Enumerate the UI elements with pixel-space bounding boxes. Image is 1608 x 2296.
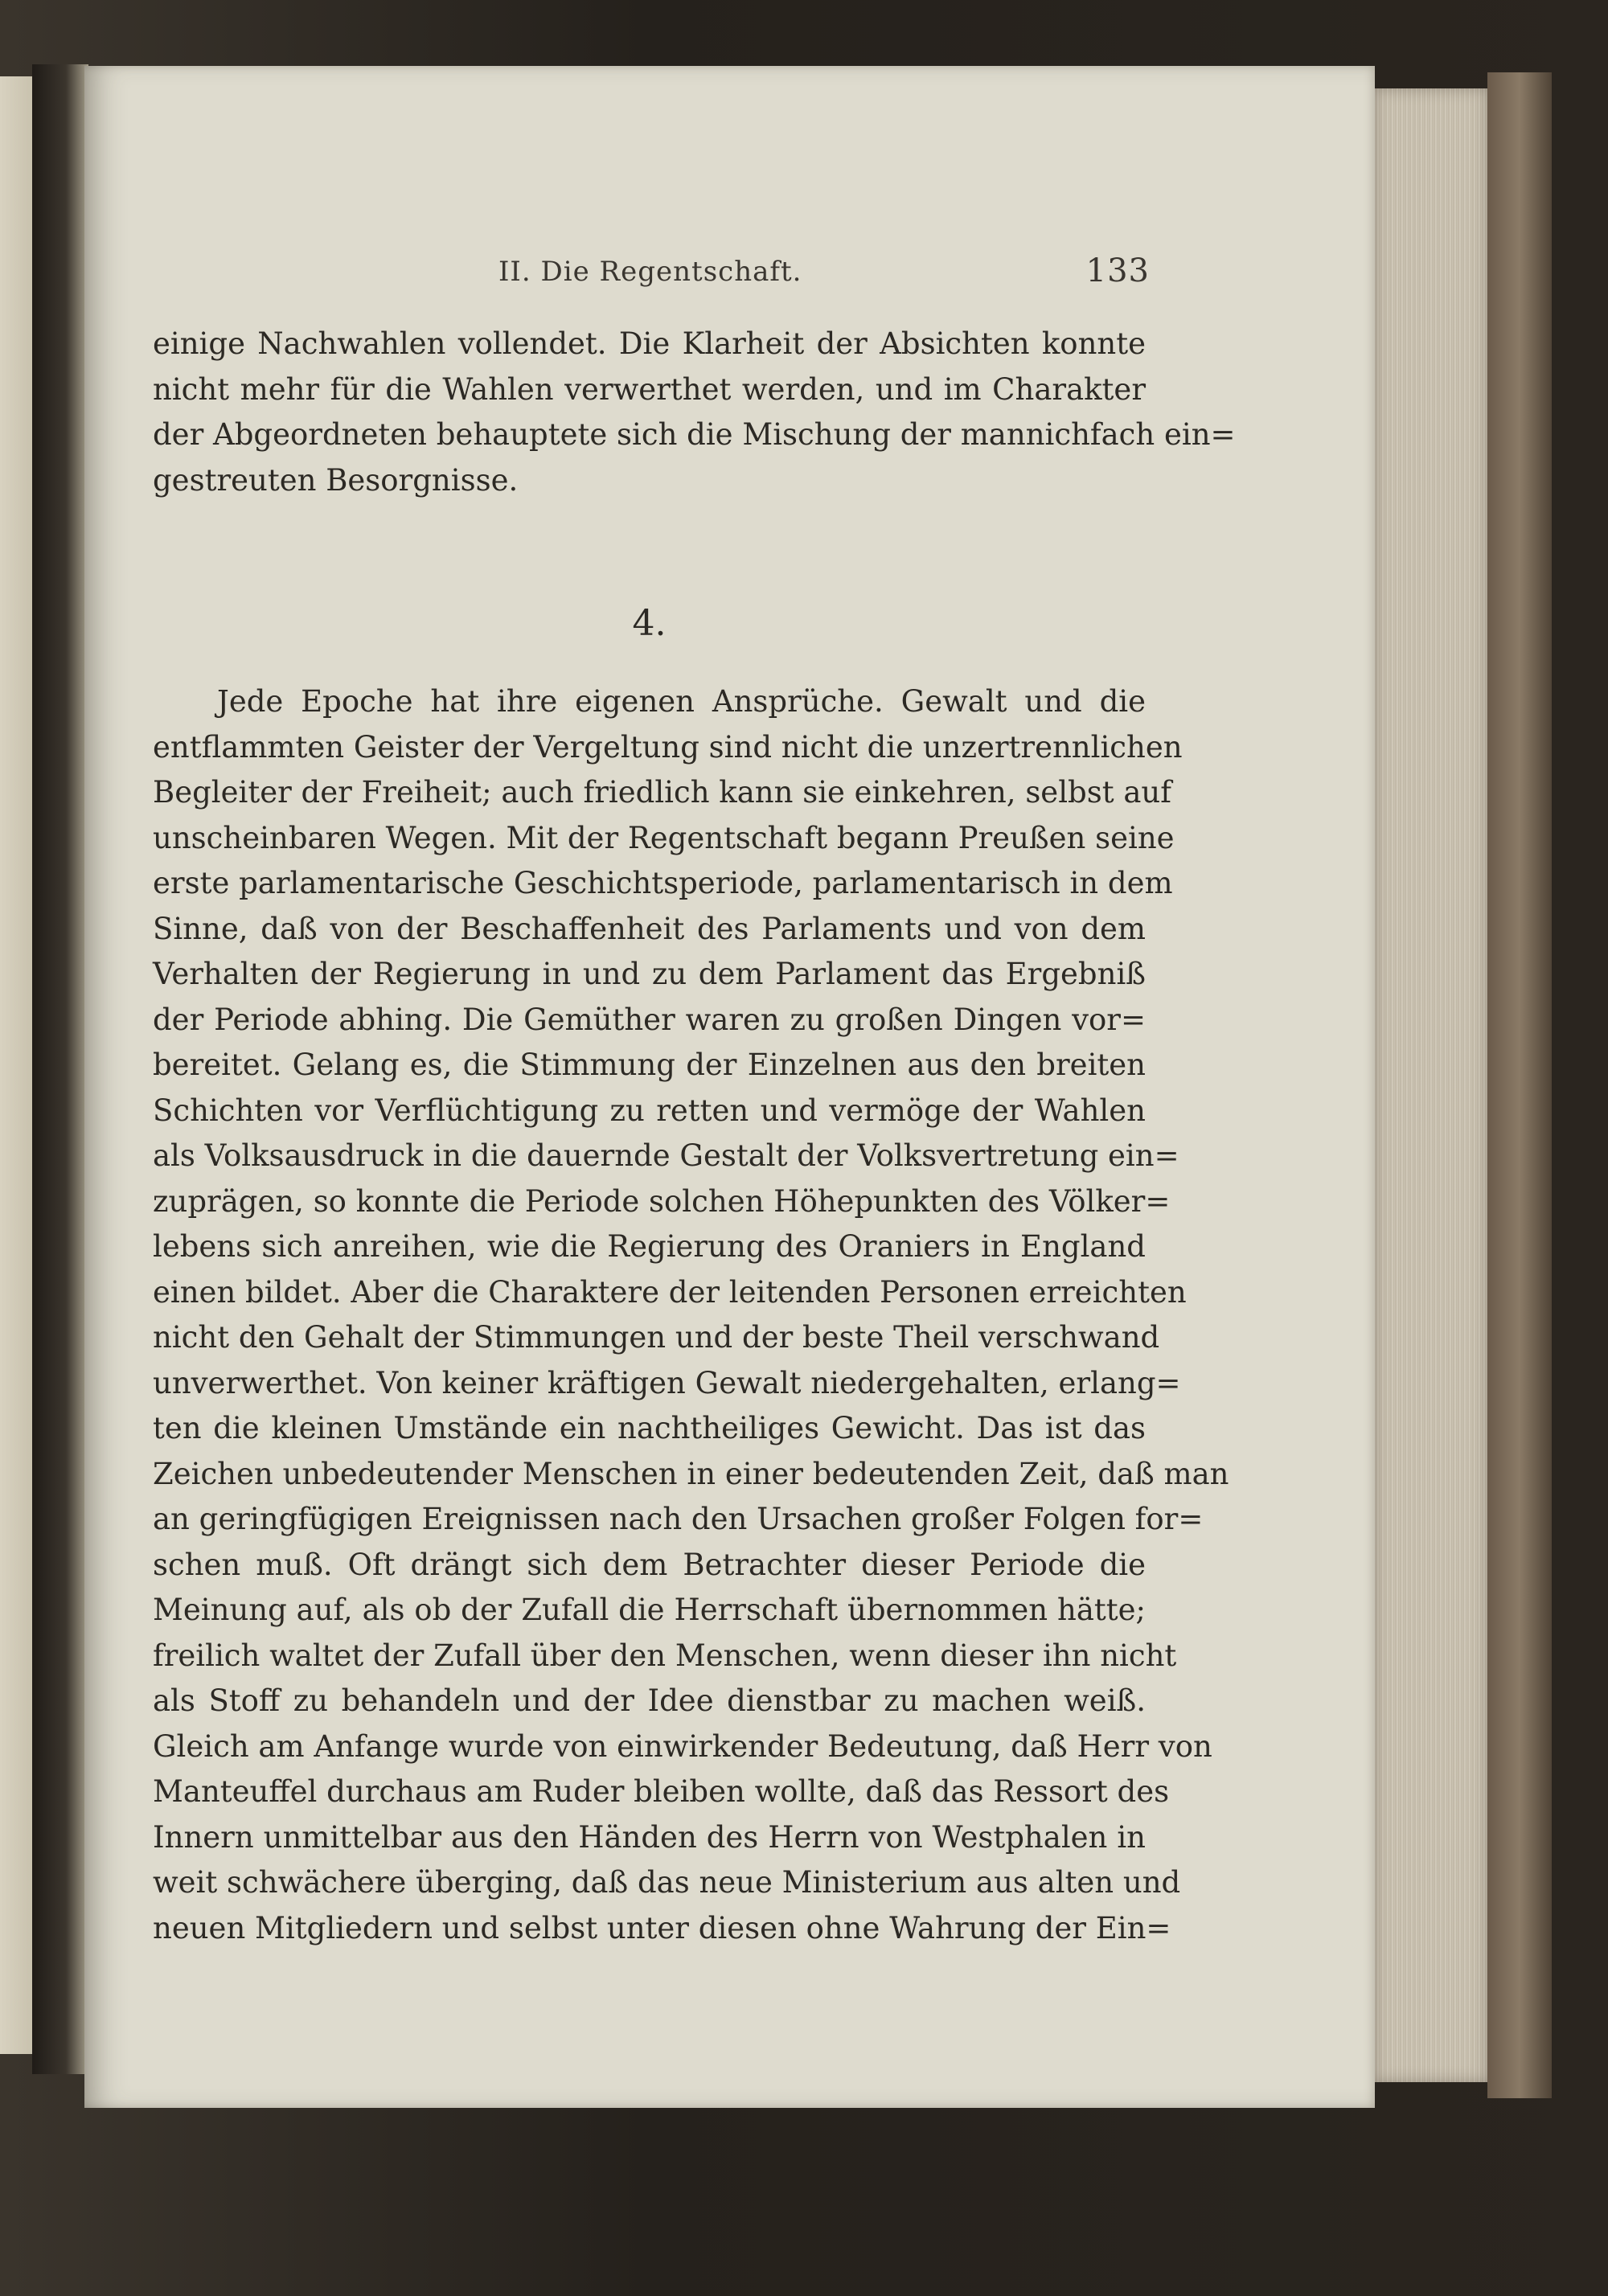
text-line: unverwerthet. Von keiner kräftigen Gewalt niedergehalten, erlang=	[153, 1365, 1181, 1400]
text-line: einen bildet. Aber die Charaktere der leitenden Personen erreichten	[153, 1274, 1187, 1310]
book-cover-edge	[1487, 72, 1552, 2098]
text-line: an geringfügigen Ereignissen nach den Ursachen großer Folgen for=	[153, 1502, 1204, 1536]
text-line: als Volksausdruck in die dauernde Gestalt der Volksvertretung ein=	[153, 1138, 1179, 1173]
text-line: lebens sich anreihen, wie die Regierung des Oraniers in England	[153, 1229, 1146, 1264]
text-line: als Stoff zu behandeln und der Idee dienstbar zu machen weiß.	[153, 1683, 1146, 1718]
text-line: schen muß. Oft drängt sich dem Betrachter dieser Periode die	[153, 1547, 1146, 1582]
text-line: erste parlamentarische Geschichtsperiode, parlamentarisch in dem	[153, 866, 1173, 900]
paragraph-1	[153, 322, 1236, 503]
text-line: Zeichen unbedeutender Menschen in einer bedeutenden Zeit, daß man	[153, 1456, 1229, 1491]
text-line: Schichten vor Verflüchtigung zu retten und vermöge der Wahlen	[153, 1093, 1146, 1128]
text-line: Begleiter der Freiheit; auch friedlich kann sie einkehren, selbst auf	[153, 775, 1171, 810]
running-head	[498, 252, 1150, 296]
page-edges	[1375, 88, 1487, 2082]
text-line: Jede Epoche hat ihre eigenen Ansprüche. Gewalt und die	[217, 684, 1146, 719]
text-line: Innern unmittelbar aus den Händen des Herrn von Westphalen in	[153, 1819, 1146, 1855]
section-heading: 4.	[632, 603, 667, 644]
text-line: unscheinbaren Wegen. Mit der Regentschaft begann Preußen seine	[153, 820, 1175, 855]
text-line: gestreuten Besorgnisse.	[153, 462, 519, 498]
text-line: bereitet. Gelang es, die Stimmung der Einzelnen aus den breiten	[153, 1048, 1146, 1082]
text-line: Gleich am Anfange wurde von einwirkender Bedeutung, daß Herr von	[153, 1728, 1212, 1764]
text-line: Manteuffel durchaus am Ruder bleiben wollte, daß das Ressort des	[153, 1774, 1170, 1809]
page-number: 133	[1085, 252, 1150, 289]
text-line: zuprägen, so konnte die Periode solchen Höhepunkten des Völker=	[153, 1183, 1171, 1219]
text-line: Sinne, daß von der Beschaffenheit des Parlaments und von dem	[153, 911, 1146, 946]
text-line: Meinung auf, als ob der Zufall die Herrschaft übernommen hätte;	[153, 1593, 1146, 1627]
text-line: neuen Mitgliedern und selbst unter diesen ohne Wahrung der Ein=	[153, 1910, 1171, 1945]
text-line: entflammten Geister der Vergeltung sind nicht die unzertrennlichen	[153, 729, 1183, 765]
text-line: nicht den Gehalt der Stimmungen und der beste Theil verschwand	[153, 1320, 1160, 1355]
text-line: weit schwächere überging, daß das neue Ministerium aus alten und	[153, 1865, 1181, 1900]
text-line: der Abgeordneten behauptete sich die Mischung der mannichfach ein=	[153, 417, 1236, 452]
text-line: ten die kleinen Umstände ein nachtheiliges Gewicht. Das ist das	[153, 1411, 1146, 1445]
text-line: der Periode abhing. Die Gemüther waren zu großen Dingen vor=	[153, 1002, 1146, 1037]
running-head-title: II. Die Regentschaft.	[498, 256, 802, 288]
text-line: einige Nachwahlen vollendet. Die Klarheit der Absichten konnte	[153, 326, 1146, 361]
text-line: nicht mehr für die Wahlen verwerthet werden, und im Charakter	[153, 371, 1146, 407]
left-page-edge	[0, 76, 34, 2054]
paragraph-2	[153, 679, 1229, 1951]
text-line: freilich waltet der Zufall über den Menschen, wenn dieser ihn nicht	[153, 1638, 1177, 1673]
text-line: Verhalten der Regierung in und zu dem Parlament das Ergebniß	[153, 957, 1146, 991]
book-gutter	[32, 64, 88, 2074]
